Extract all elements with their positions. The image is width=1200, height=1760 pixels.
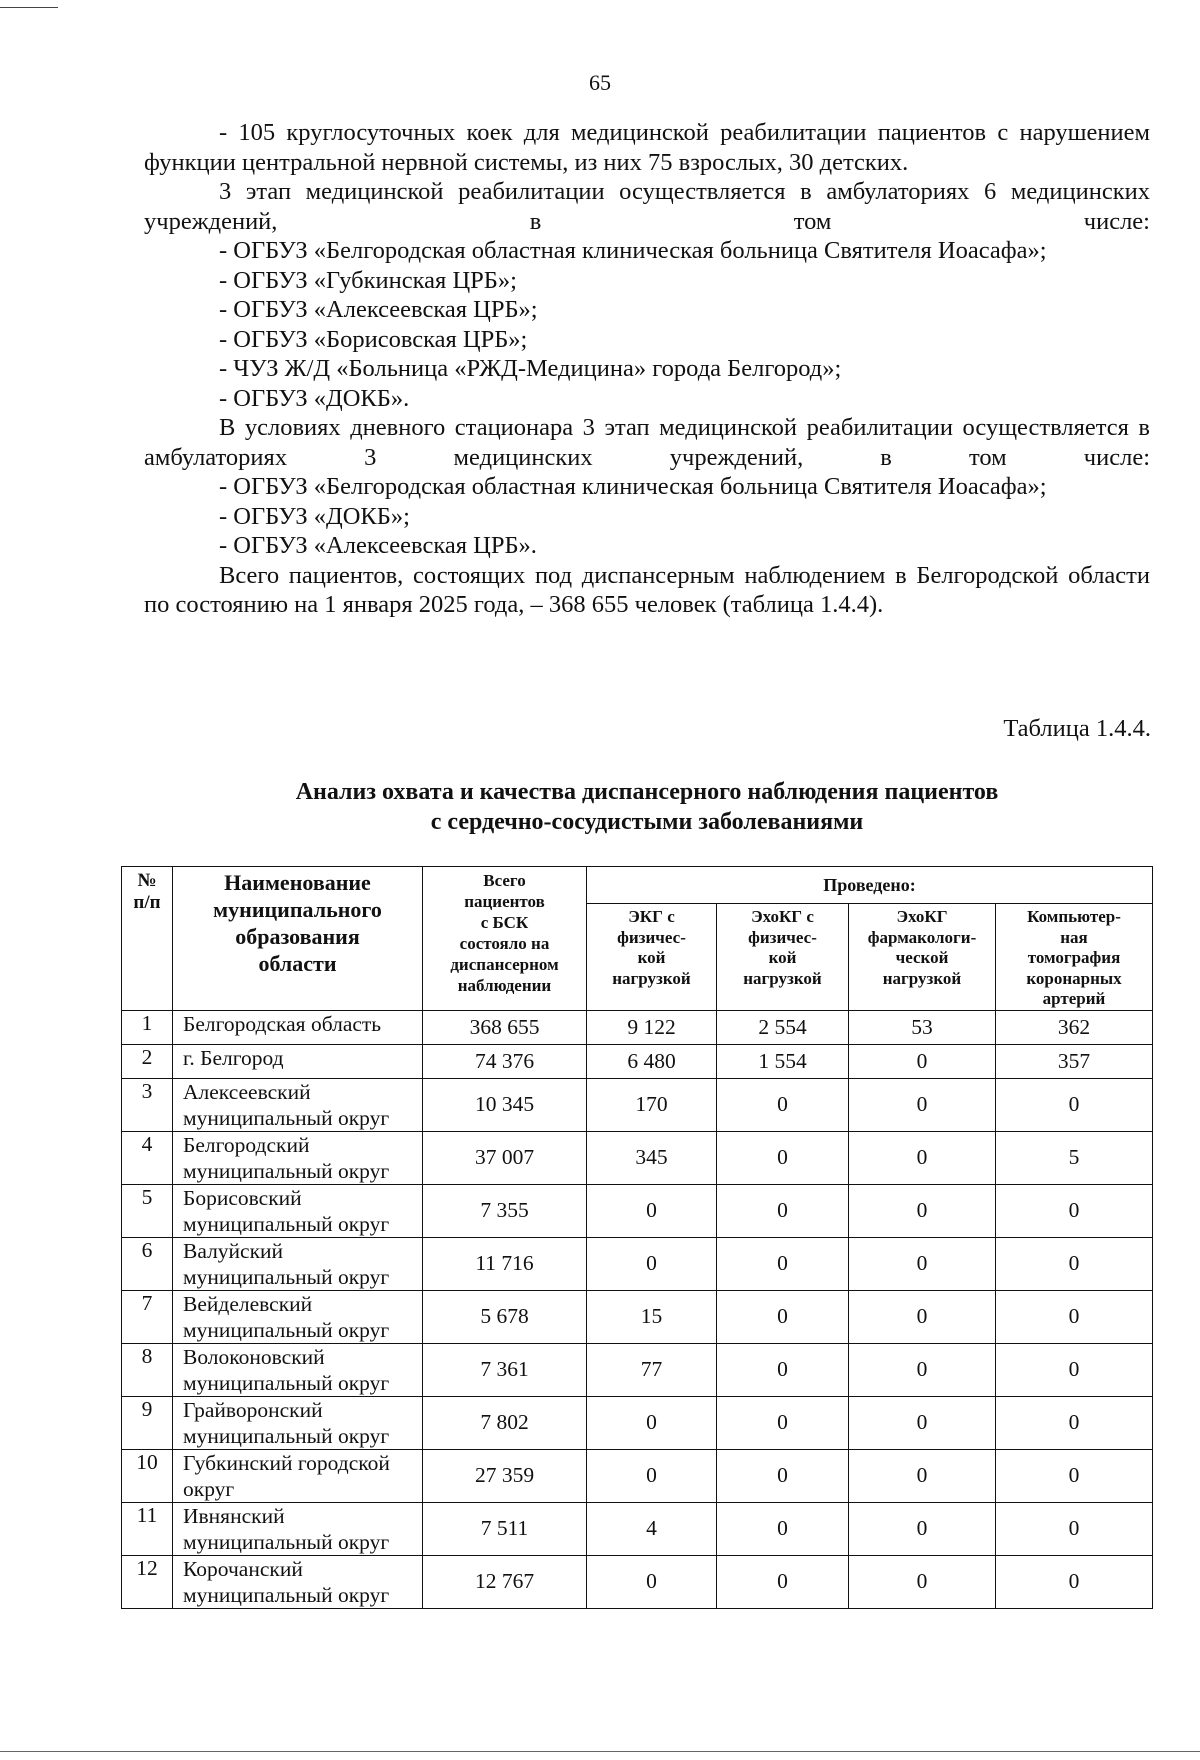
header-line: муниципального xyxy=(213,897,382,922)
row-municipality xyxy=(173,1396,423,1449)
table-row xyxy=(122,1343,1153,1396)
table-row xyxy=(122,1044,1153,1078)
list-item: - ОГБУЗ «ДОКБ»; xyxy=(219,502,410,530)
row-number: 8 xyxy=(122,1343,173,1396)
name-line: муниципальный округ xyxy=(183,1211,390,1236)
cell-echo-physical: 0 xyxy=(717,1343,849,1396)
header-line: ЭКГ с xyxy=(628,907,675,926)
cell-ct-coronary: 0 xyxy=(996,1184,1153,1237)
header-line: диспансерном xyxy=(450,955,559,974)
row-number: 5 xyxy=(122,1184,173,1237)
name-line: муниципальный округ xyxy=(183,1370,390,1395)
cell-total: 7 511 xyxy=(423,1502,587,1555)
table-row xyxy=(122,1449,1153,1502)
cell-total: 11 716 xyxy=(423,1237,587,1290)
header-line: наблюдении xyxy=(457,976,552,995)
cell-ct-coronary: 0 xyxy=(996,1449,1153,1502)
header-echo-pharmacological xyxy=(849,904,996,1011)
list-item: - ОГБУЗ «Алексеевская ЦРБ»; xyxy=(219,296,538,323)
header-line: Всего xyxy=(483,871,526,890)
name-line: муниципальный округ xyxy=(183,1529,390,1554)
header-line: фармакологи- xyxy=(867,927,977,947)
cell-echo-physical: 0 xyxy=(717,1502,849,1555)
table-row xyxy=(122,1555,1153,1608)
cell-echo-physical: 0 xyxy=(717,1449,849,1502)
name-line: Ивнянский xyxy=(183,1503,285,1528)
list-item: - ОГБУЗ «Алексеевская ЦРБ». xyxy=(219,532,537,559)
header-echo-physical xyxy=(717,904,849,1011)
list-item: - ОГБУЗ «Белгородская областная клиническая больница Святителя Иоасафа»; xyxy=(219,473,1047,500)
cell-ekg: 0 xyxy=(587,1555,717,1608)
cell-echo-physical: 0 xyxy=(717,1131,849,1184)
header-line: кой xyxy=(768,948,797,967)
row-number: 4 xyxy=(122,1131,173,1184)
header-line: Наименование xyxy=(224,870,371,895)
data-table xyxy=(121,866,1153,1609)
header-line: области xyxy=(258,951,337,976)
header-line: ЭхоКГ xyxy=(896,907,948,926)
name-line: Белгородский xyxy=(183,1132,310,1157)
name-line: Валуйский xyxy=(183,1238,284,1263)
cell-echo-pharmacological: 53 xyxy=(849,1010,996,1044)
table-row xyxy=(122,1290,1153,1343)
cell-total: 7 802 xyxy=(423,1396,587,1449)
name-line: Корочанский xyxy=(183,1556,303,1581)
table-header xyxy=(122,867,1153,1011)
cell-echo-pharmacological: 0 xyxy=(849,1343,996,1396)
row-municipality xyxy=(173,1555,423,1608)
paragraph: - 105 круглосуточных коек для медицинской реабилитации пациентов с нарушением функции центральной нервной системы, из них 75 взрослых, 30 детских. xyxy=(144,119,1150,176)
header-line: Компьютер- xyxy=(1027,907,1121,926)
name-line: муниципальный округ xyxy=(183,1158,390,1183)
row-number: 2 xyxy=(122,1044,173,1078)
cell-echo-pharmacological: 0 xyxy=(849,1184,996,1237)
cell-echo-pharmacological: 0 xyxy=(849,1290,996,1343)
cell-echo-pharmacological: 0 xyxy=(849,1396,996,1449)
name-line: Губкинский городской xyxy=(183,1450,390,1475)
table-row xyxy=(122,1078,1153,1131)
cell-total: 37 007 xyxy=(423,1131,587,1184)
header-line: физичес- xyxy=(617,927,686,947)
row-municipality xyxy=(173,1131,423,1184)
header-number xyxy=(122,867,173,1011)
header-line: пациентов xyxy=(464,892,545,911)
row-municipality xyxy=(173,1502,423,1555)
cell-echo-physical: 0 xyxy=(717,1184,849,1237)
row-municipality xyxy=(173,1449,423,1502)
cell-total: 74 376 xyxy=(423,1044,587,1078)
cell-echo-pharmacological: 0 xyxy=(849,1078,996,1131)
row-number: 11 xyxy=(122,1502,173,1555)
cell-ekg: 0 xyxy=(587,1449,717,1502)
row-number: 12 xyxy=(122,1555,173,1608)
row-number: 9 xyxy=(122,1396,173,1449)
cell-total: 7 361 xyxy=(423,1343,587,1396)
cell-echo-pharmacological: 0 xyxy=(849,1449,996,1502)
body-text xyxy=(144,118,1150,620)
cell-ekg: 170 xyxy=(587,1078,717,1131)
cell-echo-physical: 1 554 xyxy=(717,1044,849,1078)
header-line: ческой xyxy=(895,948,949,967)
row-municipality xyxy=(173,1290,423,1343)
top-edge-rule xyxy=(0,7,58,8)
row-number: 3 xyxy=(122,1078,173,1131)
table-title-line: Анализ охвата и качества диспансерного наблюдения пациентов xyxy=(295,779,999,805)
name-line: округ xyxy=(183,1476,235,1501)
name-line: Алексеевский xyxy=(183,1079,311,1104)
cell-echo-physical: 0 xyxy=(717,1396,849,1449)
cell-ct-coronary: 5 xyxy=(996,1131,1153,1184)
row-number: 10 xyxy=(122,1449,173,1502)
row-municipality xyxy=(173,1343,423,1396)
table-row xyxy=(122,1237,1153,1290)
header-performed: Проведено: xyxy=(587,867,1153,904)
cell-total: 12 767 xyxy=(423,1555,587,1608)
header-line: нагрузкой xyxy=(743,968,822,988)
table-label: Таблица 1.4.4. xyxy=(1003,715,1151,742)
table-row xyxy=(122,1010,1153,1044)
cell-ekg: 15 xyxy=(587,1290,717,1343)
header-line: с БСК xyxy=(480,913,529,932)
cell-ct-coronary: 357 xyxy=(996,1044,1153,1078)
list-item: - ОГБУЗ «Губкинская ЦРБ»; xyxy=(219,266,517,294)
cell-ct-coronary: 0 xyxy=(996,1502,1153,1555)
header-line: состояло на xyxy=(459,934,550,953)
header-line: ная xyxy=(1060,927,1088,947)
cell-ekg: 4 xyxy=(587,1502,717,1555)
cell-total: 368 655 xyxy=(423,1010,587,1044)
table-row xyxy=(122,1396,1153,1449)
name-line: муниципальный округ xyxy=(183,1264,390,1289)
name-line: Волоконовский xyxy=(183,1344,325,1369)
cell-echo-physical: 0 xyxy=(717,1555,849,1608)
name-line: Белгородская область xyxy=(183,1011,382,1036)
list-item: - ОГБУЗ «Белгородская областная клиническая больница Святителя Иоасафа»; xyxy=(219,237,1047,264)
cell-echo-physical: 2 554 xyxy=(717,1010,849,1044)
list-item: - ЧУЗ Ж/Д «Больница «РЖД-Медицина» города Белгород»; xyxy=(219,355,842,382)
table-row xyxy=(122,1184,1153,1237)
cell-ekg: 0 xyxy=(587,1237,717,1290)
cell-echo-pharmacological: 0 xyxy=(849,1555,996,1608)
cell-total: 5 678 xyxy=(423,1290,587,1343)
table-row xyxy=(122,1131,1153,1184)
cell-echo-pharmacological: 0 xyxy=(849,1237,996,1290)
list-item: - ОГБУЗ «Борисовская ЦРБ»; xyxy=(219,325,528,353)
page-number: 65 xyxy=(589,70,611,95)
table-title xyxy=(144,777,1150,837)
cell-ekg: 77 xyxy=(587,1343,717,1396)
cell-ekg: 9 122 xyxy=(587,1010,717,1044)
row-municipality xyxy=(173,1044,423,1078)
row-municipality xyxy=(173,1237,423,1290)
header-line: коронарных xyxy=(1026,968,1122,988)
bottom-edge-rule xyxy=(0,1751,1200,1752)
cell-total: 7 355 xyxy=(423,1184,587,1237)
name-line: муниципальный округ xyxy=(183,1105,390,1130)
header-ct-coronary xyxy=(996,904,1153,1011)
row-number: 7 xyxy=(122,1290,173,1343)
row-municipality xyxy=(173,1078,423,1131)
paragraph: Всего пациентов, состоящих под диспансерным наблюдением в Белгородской области по состоянию на 1 января 2025 года, – 368 655 человек (таблица 1.4.4). xyxy=(144,561,1150,618)
name-line: Борисовский xyxy=(183,1185,302,1210)
cell-ct-coronary: 0 xyxy=(996,1290,1153,1343)
table-title-line: с сердечно-сосудистыми заболеваниями xyxy=(430,809,864,835)
cell-ct-coronary: 0 xyxy=(996,1396,1153,1449)
table-body xyxy=(122,1010,1153,1608)
name-line: г. Белгород xyxy=(183,1045,284,1070)
cell-echo-physical: 0 xyxy=(717,1078,849,1131)
header-line: томография xyxy=(1027,948,1121,967)
header-line: физичес- xyxy=(748,927,817,947)
name-line: муниципальный округ xyxy=(183,1582,390,1607)
header-line: образования xyxy=(235,924,360,949)
header-line: нагрузкой xyxy=(612,968,691,988)
paragraph: В условиях дневного стационара 3 этап медицинской реабилитации осуществляется в амбулаториях 3 медицинских учреждений, в том числе: xyxy=(144,414,1150,471)
name-line: Вейделевский xyxy=(183,1291,313,1316)
row-number: 1 xyxy=(122,1010,173,1044)
paragraph: 3 этап медицинской реабилитации осуществляется в амбулаториях 6 медицинских учреждений, в том числе: xyxy=(144,178,1150,235)
cell-ct-coronary: 0 xyxy=(996,1343,1153,1396)
header-total-patients xyxy=(423,867,587,1011)
cell-echo-physical: 0 xyxy=(717,1237,849,1290)
header-line: нагрузкой xyxy=(882,968,962,988)
header-ekg xyxy=(587,904,717,1011)
cell-echo-pharmacological: 0 xyxy=(849,1131,996,1184)
header-line: № xyxy=(137,870,157,891)
header-line: артерий xyxy=(1042,989,1106,1008)
cell-ekg: 0 xyxy=(587,1396,717,1449)
name-line: Грайворонский xyxy=(183,1397,323,1422)
cell-ekg: 345 xyxy=(587,1131,717,1184)
table-row xyxy=(122,1502,1153,1555)
cell-total: 10 345 xyxy=(423,1078,587,1131)
cell-total: 27 359 xyxy=(423,1449,587,1502)
name-line: муниципальный округ xyxy=(183,1317,390,1342)
header-municipality xyxy=(173,867,423,1011)
cell-ekg: 6 480 xyxy=(587,1044,717,1078)
list-item: - ОГБУЗ «ДОКБ». xyxy=(219,384,410,412)
header-line: п/п xyxy=(133,892,161,913)
cell-echo-pharmacological: 0 xyxy=(849,1044,996,1078)
cell-ct-coronary: 0 xyxy=(996,1237,1153,1290)
row-municipality xyxy=(173,1184,423,1237)
cell-ct-coronary: 362 xyxy=(996,1010,1153,1044)
cell-ct-coronary: 0 xyxy=(996,1555,1153,1608)
header-line: ЭхоКГ с xyxy=(751,907,814,926)
cell-echo-physical: 0 xyxy=(717,1290,849,1343)
name-line: муниципальный округ xyxy=(183,1423,390,1448)
cell-ekg: 0 xyxy=(587,1184,717,1237)
cell-echo-pharmacological: 0 xyxy=(849,1502,996,1555)
cell-ct-coronary: 0 xyxy=(996,1078,1153,1131)
header-line: кой xyxy=(637,948,666,967)
row-number: 6 xyxy=(122,1237,173,1290)
row-municipality xyxy=(173,1010,423,1044)
